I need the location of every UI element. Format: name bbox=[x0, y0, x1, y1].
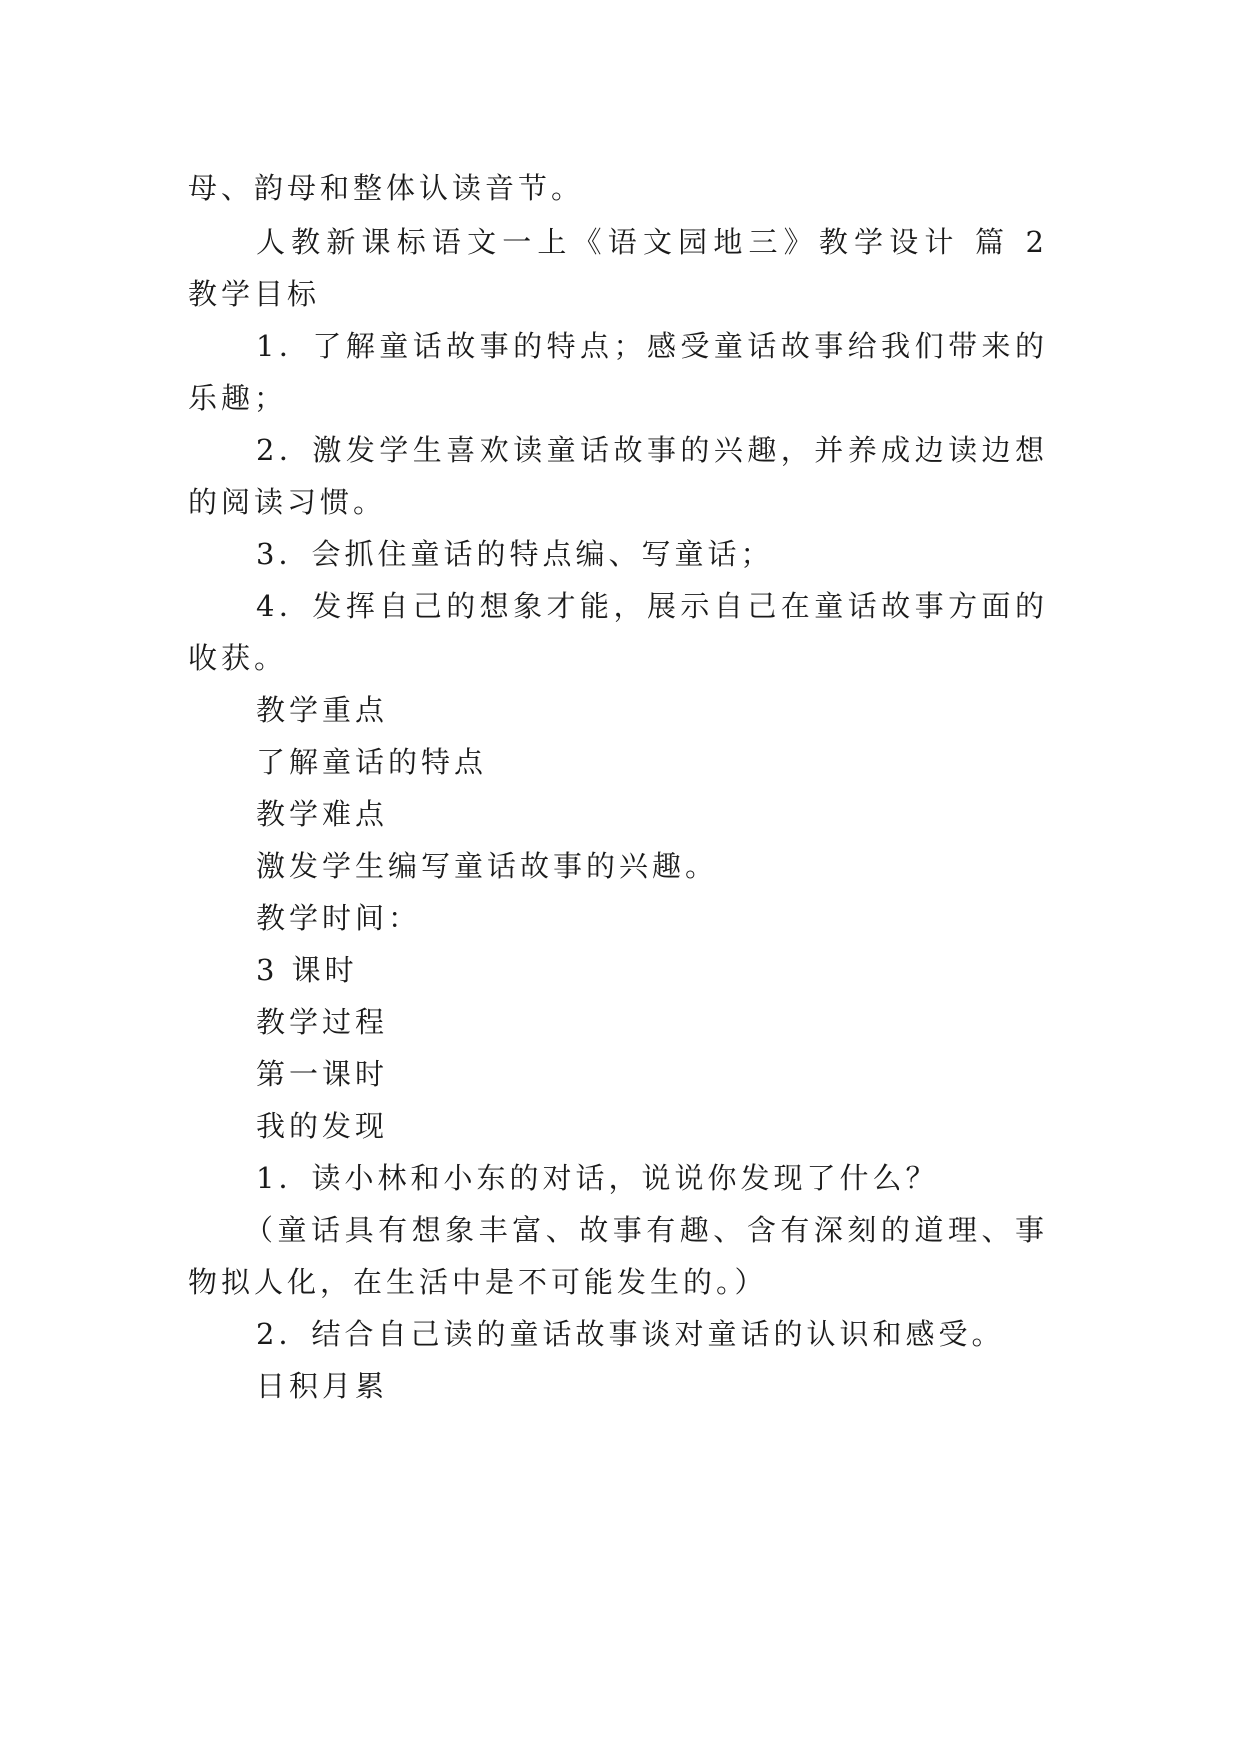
step-1: 1．读小林和小东的对话，说说你发现了什么？ bbox=[256, 1161, 939, 1195]
goal-2-line-2: 的阅读习惯。 bbox=[188, 485, 387, 519]
heading-teaching-time: 教学时间： bbox=[256, 901, 422, 935]
section-heading: 人教新课标语文一上《语文园地三》教学设计 篇 2 bbox=[256, 225, 1048, 259]
note-line-1: （童话具有想象丰富、故事有趣、含有深刻的道理、事 bbox=[244, 1213, 1048, 1247]
difficulties-text: 激发学生编写童话故事的兴趣。 bbox=[256, 849, 719, 883]
goal-3: 3．会抓住童话的特点编、写童话； bbox=[256, 537, 774, 571]
heading-teaching-process: 教学过程 bbox=[256, 1005, 389, 1039]
heading-first-lesson: 第一课时 bbox=[256, 1057, 389, 1091]
note-line-2: 物拟人化，在生活中是不可能发生的。） bbox=[188, 1265, 768, 1299]
key-points-text: 了解童话的特点 bbox=[256, 745, 488, 779]
text-line: 母、韵母和整体认读音节。 bbox=[188, 171, 585, 205]
heading-daily-accumulation: 日积月累 bbox=[256, 1369, 389, 1403]
goal-1-line-1: 1．了解童话故事的特点；感受童话故事给我们带来的 bbox=[256, 329, 1048, 363]
goal-1-line-2: 乐趣； bbox=[188, 381, 288, 415]
heading-teaching-goals: 教学目标 bbox=[188, 277, 321, 311]
goal-2-line-1: 2．激发学生喜欢读童话故事的兴趣，并养成边读边想 bbox=[256, 433, 1048, 467]
heading-key-points: 教学重点 bbox=[256, 693, 389, 727]
heading-difficulties: 教学难点 bbox=[256, 797, 389, 831]
goal-4-line-2: 收获。 bbox=[188, 641, 288, 675]
heading-my-discovery: 我的发现 bbox=[256, 1109, 389, 1143]
step-2: 2．结合自己读的童话故事谈对童话的认识和感受。 bbox=[256, 1317, 1005, 1351]
teaching-time-text: 3 课时 bbox=[256, 953, 358, 987]
goal-4-line-1: 4．发挥自己的想象才能，展示自己在童话故事方面的 bbox=[256, 589, 1048, 623]
